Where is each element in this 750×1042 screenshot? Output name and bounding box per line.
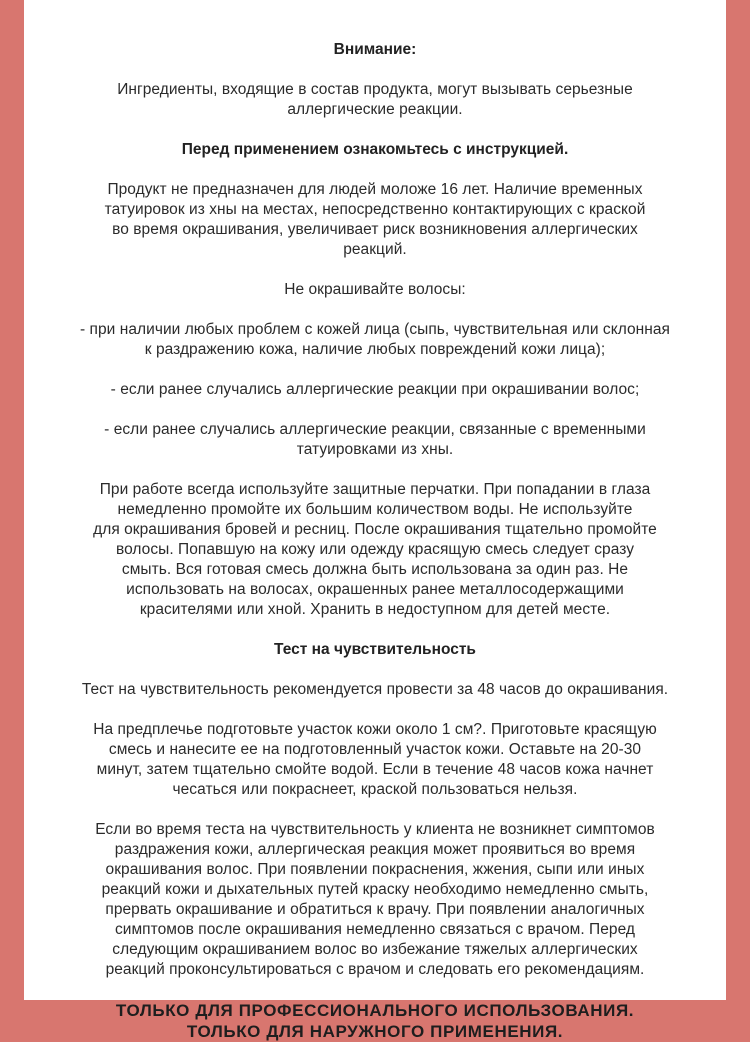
- condition-skin: [30, 320, 720, 360]
- read-instructions-heading: Перед применением ознакомьтесь с инструкцией.: [181, 141, 569, 158]
- test-followup-line: симптомов после окрашивания немедленно связаться с врачом. Перед: [114, 921, 636, 938]
- test-intro: Тест на чувствительность рекомендуется провести за 48 часов до окрашивания.: [81, 681, 669, 698]
- safety-paragraph-line: При работе всегда используйте защитные перчатки. При попадании в глаза: [99, 481, 651, 498]
- condition-henna-line: - если ранее случались аллергические реакции, связанные с временными: [104, 421, 646, 438]
- age-paragraph-line: Продукт не предназначен для людей моложе 16 лет. Наличие временных: [107, 181, 643, 198]
- safety-paragraph-line: волосы. Попавшую на кожу или одежду красящую смесь следует сразу: [115, 541, 635, 558]
- test-procedure-line: На предплечье подготовьте участок кожи около 1 см?. Приготовьте красящую: [93, 721, 657, 738]
- warning-heading: Внимание:: [333, 41, 417, 58]
- condition-skin-line: - при наличии любых проблем с кожей лица (сыпь, чувствительная или склонная: [79, 321, 671, 338]
- safety-paragraph-line: использовать на волосах, окрашенных ранее металлосодержащими: [126, 581, 624, 598]
- test-followup-line: раздражения кожи, аллергическая реакция может проявиться во время: [114, 841, 636, 858]
- safety-paragraph-line: для окрашивания бровей и ресниц. После окрашивания тщательно промойте: [93, 521, 657, 538]
- test-procedure-line: смесь и нанесите ее на подготовленный участок кожи. Оставьте на 20-30: [108, 741, 642, 758]
- test-followup-line: прервать окрашивание и обратиться к врачу. При появлении аналогичных: [105, 901, 645, 918]
- final-notice: [30, 1000, 720, 1042]
- test-followup-line: следующим окрашиванием волос во избежание тяжелых аллергических: [112, 941, 638, 958]
- external-use-notice: ТОЛЬКО ДЛЯ НАРУЖНОГО ПРИМЕНЕНИЯ.: [186, 1022, 564, 1041]
- condition-henna-line: татуировками из хны.: [296, 441, 454, 458]
- condition-skin-line: к раздражению кожа, наличие любых повреждений кожи лица);: [144, 341, 606, 358]
- age-paragraph: [30, 180, 720, 260]
- test-followup: [30, 820, 720, 980]
- warning-text-line: Ингредиенты, входящие в состав продукта, могут вызывать серьезные: [117, 81, 633, 98]
- condition-henna: [30, 420, 720, 460]
- condition-allergy: - если ранее случались аллергические реакции при окрашивании волос;: [110, 381, 640, 398]
- test-procedure: [30, 720, 720, 800]
- test-followup-line: окрашивания волос. При появлении покраснения, жжения, сыпи или иных: [105, 861, 645, 878]
- safety-paragraph-line: немедленно промойте их большим количеством воды. Не используйте: [117, 501, 633, 518]
- test-procedure-line: чесаться или покраснеет, краской пользоваться нельзя.: [172, 781, 578, 798]
- test-procedure-line: минут, затем тщательно смойте водой. Если в течение 48 часов кожа начнет: [96, 761, 654, 778]
- age-paragraph-line: реакций.: [343, 241, 407, 258]
- test-followup-line: реакций кожи и дыхательных путей краску необходимо немедленно смыть,: [101, 881, 649, 898]
- age-paragraph-line: во время окрашивания, увеличивает риск возникновения аллергических: [112, 221, 638, 238]
- warning-text: [30, 80, 720, 120]
- professional-use-notice: ТОЛЬКО ДЛЯ ПРОФЕССИОНАЛЬНОГО ИСПОЛЬЗОВАНИЯ.: [115, 1001, 635, 1020]
- safety-paragraph-line: смыть. Вся готовая смесь должна быть использована за один раз. Не: [121, 561, 629, 578]
- safety-paragraph: [30, 480, 720, 620]
- test-followup-line: Если во время теста на чувствительность у клиента не возникнет симптомов: [95, 821, 655, 838]
- safety-paragraph-line: красителями или хной. Хранить в недоступном для детей месте.: [139, 601, 611, 618]
- warning-text-line: аллергические реакции.: [287, 101, 463, 118]
- sensitivity-test-heading: Тест на чувствительность: [274, 641, 476, 658]
- do-not-dye-heading: Не окрашивайте волосы:: [284, 281, 466, 298]
- age-paragraph-line: татуировок из хны на местах, непосредственно контактирующих с краской: [104, 201, 646, 218]
- instruction-sheet: [24, 0, 726, 1041]
- test-followup-line: реакций проконсультироваться с врачом и следовать его рекомендациям.: [105, 961, 645, 978]
